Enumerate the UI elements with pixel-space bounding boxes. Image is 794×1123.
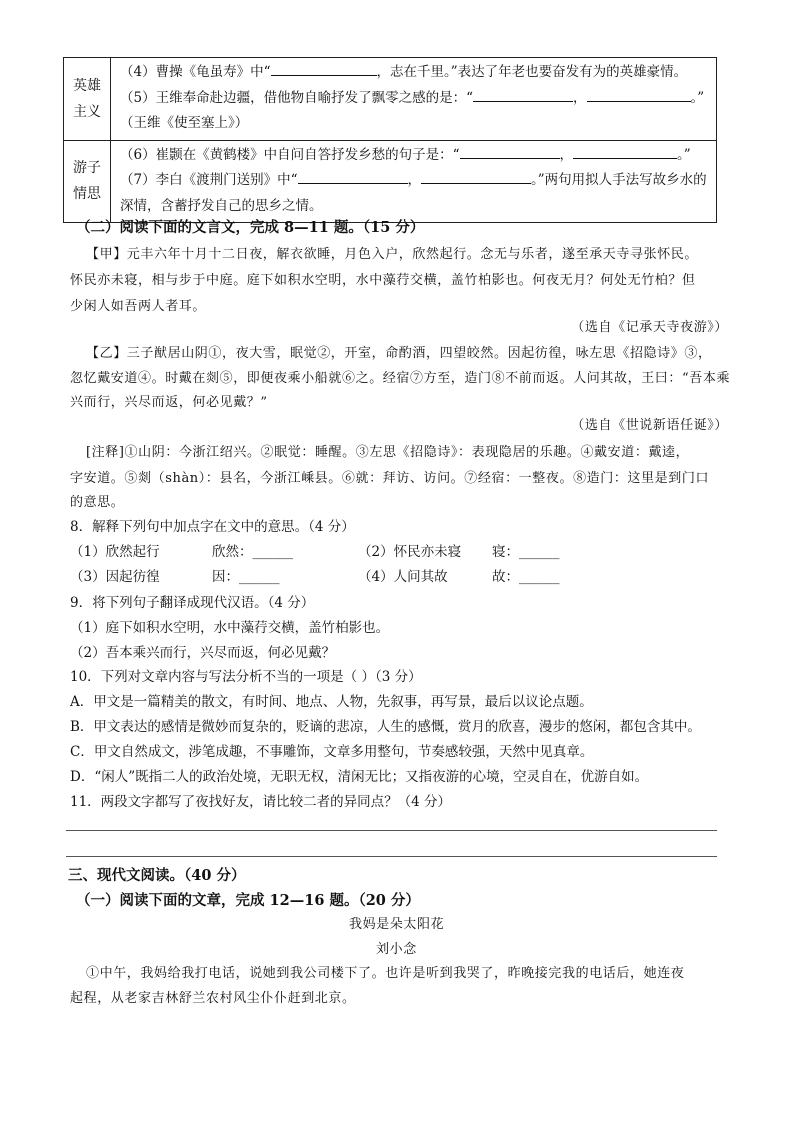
answer-line[interactable] [66, 856, 717, 857]
question-line: （王维《使至塞上》） [120, 115, 249, 131]
q8-item: （4）人问其故 [358, 569, 448, 585]
question-line: （7）李白《渡荆门送别》中“ ， 。”两句用拟人手法写故乡水的 [120, 168, 716, 194]
q8-item: 寝：______ [492, 544, 560, 560]
table-row [64, 140, 717, 223]
passage-line: 怀民亦未寝，相与步于中庭。庭下如积水空明，水中藻荇交横，盖竹柏影也。何夜无月？何处无竹柏？但 [70, 273, 696, 288]
question-stem: 11．两段文字都写了夜找好友，请比较二者的异同点？（4 分） [70, 794, 452, 810]
answer-blank[interactable]: ______ [252, 544, 293, 560]
q9-item: （2）吾本乘兴而行，兴尽而返，何必见戴？ [70, 645, 336, 661]
section-subheading: （一）阅读下面的文章，完成 12—16 题。（20 分） [76, 892, 420, 909]
section-heading: 三、现代文阅读。（40 分） [68, 867, 246, 884]
answer-blank[interactable] [573, 144, 677, 159]
q10-option: A．甲文是一篇精美的散文，有时间、地点、人物，先叙事，再写景，最后以议论点题。 [70, 694, 593, 710]
section-heading: （二）阅读下面的文言文，完成 8—11 题。（15 分） [76, 219, 425, 236]
q8-item: 欣然：______ [212, 544, 293, 560]
answer-blank[interactable]: ______ [519, 544, 560, 560]
q8-item: （3）因起彷徨 [70, 569, 160, 585]
answer-blank[interactable]: ______ [239, 569, 280, 585]
passage-source: （选自《记承天寺夜游》） [571, 320, 728, 335]
category-label: 情思 [73, 186, 101, 203]
category-label: 英雄 [73, 77, 101, 94]
question-line: 深情，含蓄抒发自己的思乡之情。 [120, 197, 323, 214]
passage-line: 少闲人如吾两人者耳。 [70, 299, 207, 314]
passage-line: 【甲】元丰六年十月十二日夜，解衣欲睡，月色入户，欣然起行。念无与乐者，遂至承天寺寻张怀民。 [86, 247, 699, 262]
content-cell [111, 140, 717, 223]
q9-item: （1）庭下如积水空明，水中藻荇交横，盖竹柏影也。 [70, 620, 390, 636]
answer-line[interactable] [66, 830, 717, 831]
article-paragraph-line: 起程，从老家吉林舒兰农村风尘仆仆赶到北京。 [70, 991, 356, 1006]
answer-blank[interactable] [298, 169, 408, 184]
answer-blank[interactable] [473, 87, 573, 102]
passage-line: 兴而行，兴尽而返，何必见戴？” [70, 395, 268, 410]
passage-line: 【乙】三子猷居山阴①，夜大雪，眠觉②，开室，命酌酒，四望皎然。因起彷徨，咏左思《招隐诗》③， [86, 346, 712, 361]
q8-item: （2）怀民亦未寝 [358, 544, 462, 560]
content-cell [111, 58, 717, 141]
question-line: （4）曹操《龟虽寿》中“ ，志在千里。”表达了年老也要奋发有为的英雄豪情。 [120, 60, 716, 86]
question-stem: 9．将下列句子翻译成现代汉语。（4 分） [70, 595, 315, 611]
answer-blank[interactable] [460, 144, 560, 159]
category-cell [64, 58, 111, 141]
article-author: 刘小念 [376, 942, 417, 957]
passage-source: （选自《世说新语任诞》） [571, 418, 728, 433]
answer-blank[interactable] [421, 169, 531, 184]
category-cell [64, 140, 111, 223]
category-label: 游子 [73, 160, 101, 177]
answer-blank[interactable] [587, 87, 691, 102]
q8-item: 因：______ [212, 569, 280, 585]
question-line: （5）王维奉命赴边疆，借他物自喻抒发了飘零之感的是：“ ， 。” [120, 86, 716, 112]
question-stem: 10．下列对文章内容与写法分析不当的一项是（ ）（3 分） [70, 669, 422, 685]
article-title: 我妈是朵太阳花 [349, 917, 445, 932]
category-label: 主义 [73, 103, 101, 120]
question-stem: 8．解释下列句中加点字在文中的意思。（4 分） [70, 519, 355, 535]
answer-blank[interactable] [271, 61, 377, 76]
question-line: （6）崔颢在《黄鹤楼》中自问自答抒发乡愁的句子是：“ ， 。” [120, 143, 716, 169]
answer-blank[interactable]: ______ [519, 569, 560, 585]
q8-item: 故：______ [492, 569, 560, 585]
note-line: 的意思。 [70, 495, 125, 510]
note-line: 字安道。⑤剡（shàn）：县名，今浙江嵊县。⑥就：拜访、访问。⑦经宿：一整夜。⑧造门：这里是到门口 [70, 471, 710, 486]
q10-option: B．甲文表达的感情是微妙而复杂的，贬谪的悲凉，人生的感慨，赏月的欣喜，漫步的悠闲，都包含其中。 [70, 719, 701, 735]
q10-option: C．甲文自然成文，涉笔成趣，不事雕饰，文章多用整句，节奏感较强，天然中见真章。 [70, 744, 594, 760]
note-line: [注释]①山阴：今浙江绍兴。②眠觉：睡醒。③左思《招隐诗》：表现隐居的乐趣。④戴安道：戴逵， [86, 445, 690, 460]
passage-line: 忽忆戴安道④。时戴在剡⑤，即便夜乘小船就⑥之。经宿⑦方至，造门⑧不前而返。人问其故，王曰：“吾本乘 [70, 371, 731, 386]
poetry-table [63, 57, 717, 223]
article-paragraph-line: ①中午，我妈给我打电话，说她到我公司楼下了。也许是听到我哭了，昨晚接完我的电话后，她连夜 [86, 966, 685, 981]
table-row [64, 58, 717, 141]
q8-item: （1）欣然起行 [70, 544, 160, 560]
q10-option: D．“闲人”既指二人的政治处境，无职无权，清闲无比；又指夜游的心境，空灵自在，优游自如。 [70, 769, 649, 785]
